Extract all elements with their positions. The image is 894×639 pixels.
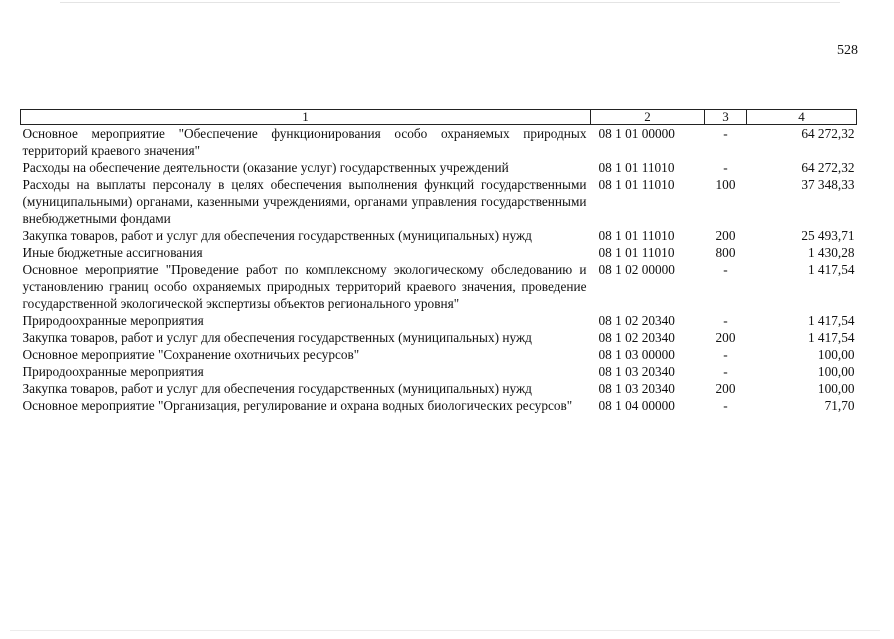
row-expense-type: 200 [715, 228, 736, 243]
table-row [21, 312, 857, 329]
row-code: 08 1 03 20340 [598, 364, 675, 379]
row-amount: 1 417,54 [807, 262, 855, 277]
row-name: Расходы на выплаты персоналу в целях обеспечения выполнения функций государственными (муниципальными) органами, казенными учреждениями, органами управления государственными внебюджетными фондами [22, 177, 587, 226]
row-code: 08 1 02 00000 [598, 262, 675, 277]
row-expense-type: - [723, 313, 728, 328]
row-name: Природоохранные мероприятия [22, 313, 204, 328]
scan-edge-bottom [10, 630, 880, 631]
row-name: Иные бюджетные ассигнования [22, 245, 203, 260]
row-expense-type: - [723, 126, 728, 141]
table-row [21, 261, 857, 312]
row-name: Основное мероприятие "Проведение работ по комплексному экологическому обследованию и установлению границ особо охраняемых природных территорий краевого значения, проведение государственной экологической экспертизы объектов регионального уровня" [22, 262, 587, 311]
row-code: 08 1 01 11010 [598, 177, 675, 192]
table-body [21, 125, 857, 415]
table-row [21, 346, 857, 363]
row-name: Основное мероприятие "Сохранение охотничьих ресурсов" [22, 347, 360, 362]
table-header [21, 110, 857, 125]
row-name: Природоохранные мероприятия [22, 364, 204, 379]
row-code: 08 1 03 00000 [598, 347, 675, 362]
row-amount: 37 348,33 [801, 177, 855, 192]
row-amount: 71,70 [824, 398, 855, 413]
budget-table [20, 109, 857, 414]
header-col-2: 2 [591, 110, 705, 125]
row-code: 08 1 01 11010 [598, 228, 675, 243]
row-code: 08 1 02 20340 [598, 330, 675, 345]
row-expense-type: - [723, 262, 728, 277]
header-col-3: 3 [705, 110, 747, 125]
page-number: 528 [837, 43, 858, 58]
table-row [21, 176, 857, 227]
row-name: Закупка товаров, работ и услуг для обеспечения государственных (муниципальных) нужд [22, 330, 532, 345]
table-row [21, 397, 857, 414]
table-row [21, 159, 857, 176]
row-expense-type: - [723, 347, 728, 362]
row-expense-type: 800 [715, 245, 736, 260]
scan-edge-top [60, 2, 840, 3]
table-row [21, 329, 857, 346]
row-name: Основное мероприятие "Обеспечение функционирования особо охраняемых природных территорий краевого значения" [22, 126, 587, 158]
table-row [21, 125, 857, 160]
row-amount: 100,00 [817, 347, 855, 362]
table-row [21, 363, 857, 380]
row-expense-type: - [723, 160, 728, 175]
row-expense-type: 200 [715, 330, 736, 345]
row-amount: 1 417,54 [807, 313, 855, 328]
table-row [21, 227, 857, 244]
row-amount: 100,00 [817, 381, 855, 396]
row-code: 08 1 01 00000 [598, 126, 675, 141]
row-expense-type: - [723, 364, 728, 379]
header-col-1: 1 [21, 110, 591, 125]
row-amount: 100,00 [817, 364, 855, 379]
row-name: Основное мероприятие "Организация, регулирование и охрана водных биологических ресурсов" [22, 398, 573, 413]
row-amount: 64 272,32 [801, 126, 855, 141]
row-amount: 1 417,54 [807, 330, 855, 345]
row-expense-type: 200 [715, 381, 736, 396]
header-col-4: 4 [747, 110, 857, 125]
row-amount: 25 493,71 [801, 228, 855, 243]
row-code: 08 1 04 00000 [598, 398, 675, 413]
table-row [21, 244, 857, 261]
row-name: Закупка товаров, работ и услуг для обеспечения государственных (муниципальных) нужд [22, 381, 532, 396]
row-name: Закупка товаров, работ и услуг для обеспечения государственных (муниципальных) нужд [22, 228, 532, 243]
row-code: 08 1 03 20340 [598, 381, 675, 396]
row-expense-type: - [723, 398, 728, 413]
header-row [21, 110, 857, 125]
row-amount: 1 430,28 [807, 245, 855, 260]
row-code: 08 1 01 11010 [598, 160, 675, 175]
row-code: 08 1 01 11010 [598, 245, 675, 260]
row-amount: 64 272,32 [801, 160, 855, 175]
table-row [21, 380, 857, 397]
row-expense-type: 100 [715, 177, 736, 192]
row-code: 08 1 02 20340 [598, 313, 675, 328]
row-name: Расходы на обеспечение деятельности (оказание услуг) государственных учреждений [22, 160, 509, 175]
